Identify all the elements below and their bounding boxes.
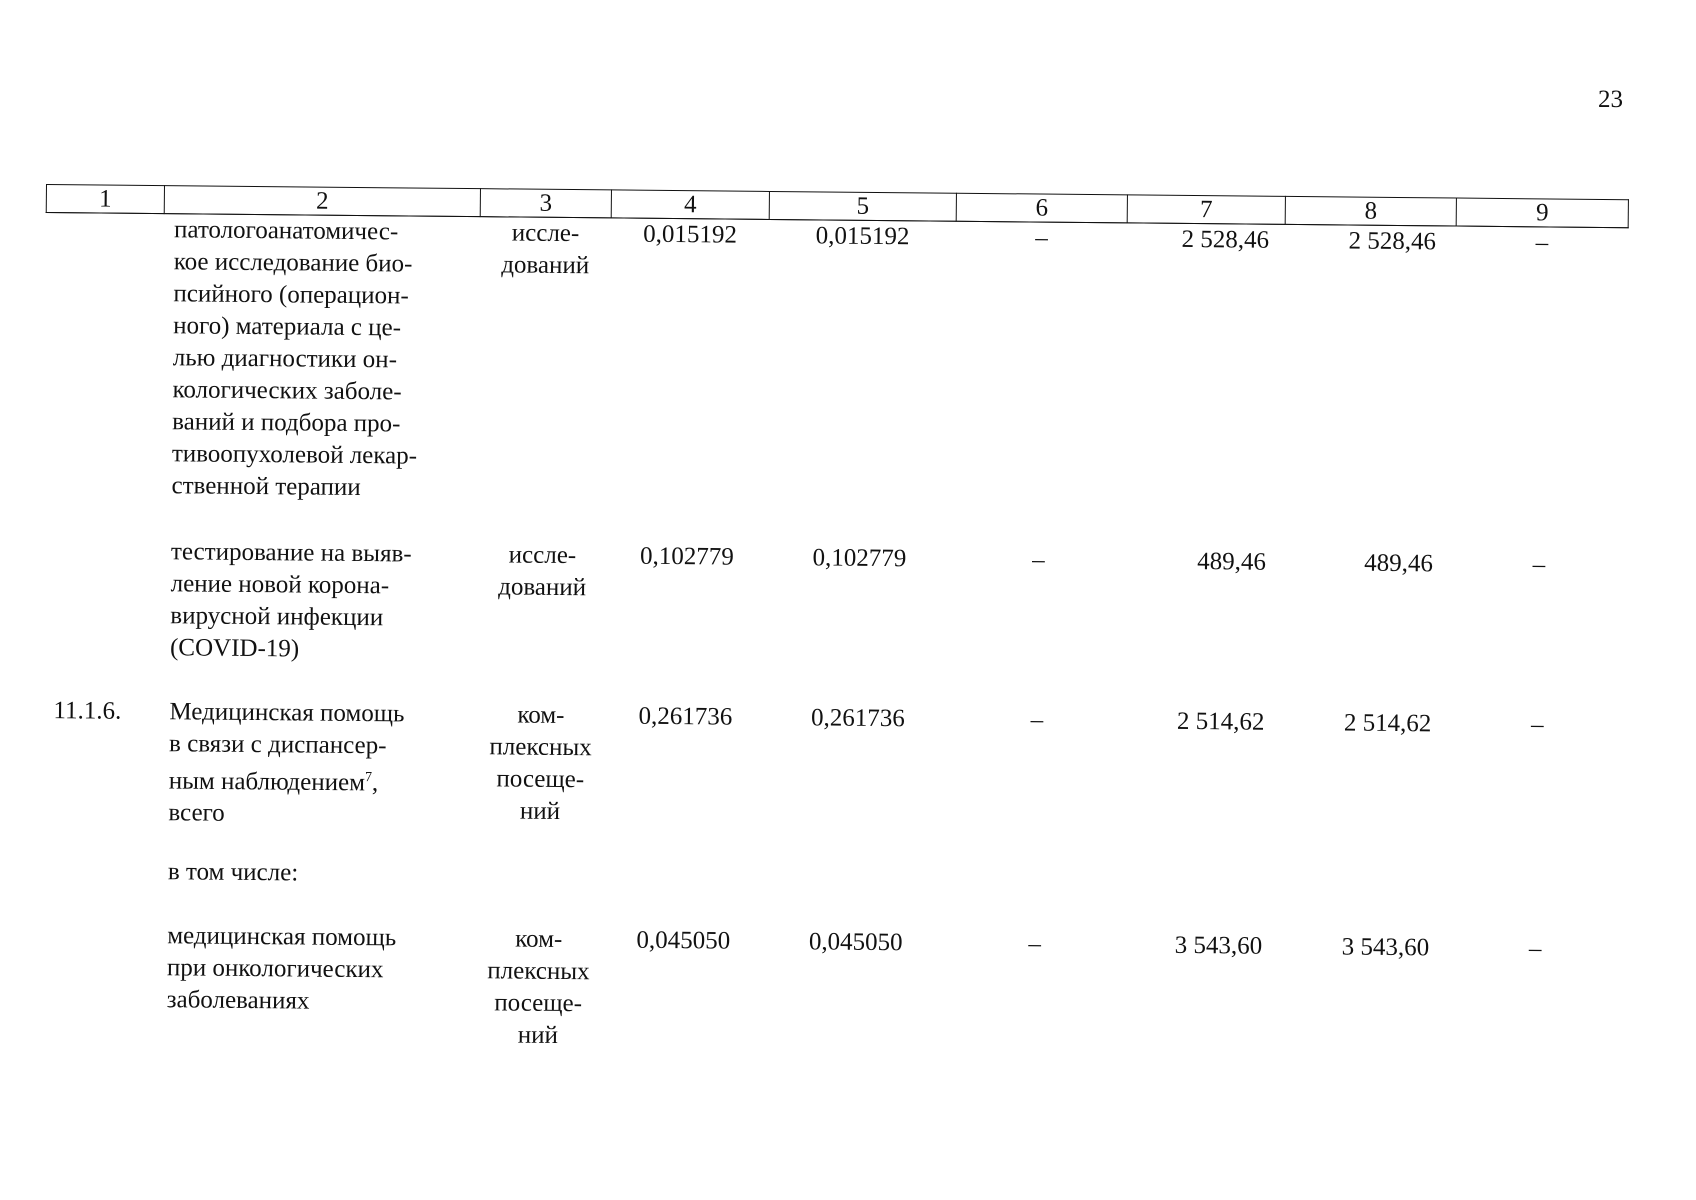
row-unit bbox=[474, 699, 607, 860]
cell-col-8: 2 528,46 bbox=[1348, 227, 1437, 256]
row-unit bbox=[473, 859, 605, 924]
cell-col-5: 0,261736 bbox=[810, 704, 905, 733]
header-cell-1: 1 bbox=[46, 185, 164, 214]
cell-col-7: 2 514,62 bbox=[1176, 707, 1265, 736]
footnote-marker: 7 bbox=[364, 770, 373, 786]
description-line: при онкологических bbox=[166, 954, 384, 984]
page-number: 23 bbox=[1598, 86, 1623, 113]
cell-col-9: – bbox=[1530, 711, 1544, 739]
table-row bbox=[40, 695, 1623, 870]
description-line: (COVID-19) bbox=[169, 634, 300, 663]
unit-line: ком- bbox=[515, 925, 563, 953]
cell-col-6: – bbox=[1030, 706, 1044, 734]
unit-line: ний bbox=[519, 797, 561, 825]
table-row bbox=[42, 535, 1625, 710]
unit-line: дований bbox=[498, 573, 587, 602]
description-line: в том числе: bbox=[167, 858, 299, 887]
row-unit bbox=[476, 539, 609, 700]
header-cell-9: 9 bbox=[1456, 198, 1628, 228]
header-cell-5: 5 bbox=[769, 191, 956, 221]
description-line: ного) материала с це- bbox=[173, 312, 402, 342]
cell-col-7: 489,46 bbox=[1197, 548, 1267, 576]
description-line: ление новой корона- bbox=[170, 570, 390, 600]
cell-col-7: 2 528,46 bbox=[1181, 225, 1270, 254]
cell-col-8 bbox=[1278, 867, 1450, 933]
row-unit bbox=[477, 217, 611, 541]
description-line: патологоанатомичес- bbox=[173, 216, 399, 246]
cell-col-4: 0,102779 bbox=[639, 542, 734, 571]
description-line: кое исследование био- bbox=[173, 248, 413, 278]
table-row bbox=[43, 213, 1628, 551]
cell-col-9: – bbox=[1532, 551, 1546, 579]
unit-line: плексных bbox=[489, 733, 592, 762]
unit-line: посеще- bbox=[494, 989, 583, 1018]
cell-col-9 bbox=[1449, 869, 1622, 935]
row-description bbox=[156, 920, 473, 1063]
description-line: ным наблюдением bbox=[168, 767, 366, 797]
unit-line: ком- bbox=[517, 701, 565, 730]
row-number: 11.1.6. bbox=[53, 697, 122, 725]
header-cell-3: 3 bbox=[480, 189, 611, 218]
unit-line: посеще- bbox=[496, 765, 585, 794]
row-description bbox=[160, 536, 478, 699]
cell-col-5: 0,015192 bbox=[815, 222, 910, 251]
unit-line: плексных bbox=[487, 957, 590, 986]
unit-line: иссле- bbox=[508, 541, 577, 570]
row-number bbox=[42, 535, 162, 696]
cell-col-9: – bbox=[1528, 935, 1542, 963]
cell-col-4: 0,015192 bbox=[643, 220, 738, 249]
cell-col-4: 0,261736 bbox=[638, 702, 733, 731]
table-row bbox=[38, 919, 1621, 1074]
description-line: лью диагностики он- bbox=[172, 344, 398, 374]
description-line: псийного (операцион- bbox=[173, 280, 409, 310]
header-cell-6: 6 bbox=[956, 193, 1127, 223]
description-line: кологических заболе- bbox=[172, 376, 402, 406]
data-table-container bbox=[38, 184, 1628, 1074]
header-cell-2: 2 bbox=[164, 186, 480, 217]
row-description bbox=[161, 214, 480, 540]
cell-col-8: 2 514,62 bbox=[1343, 709, 1432, 738]
cell-col-5: 0,045050 bbox=[808, 928, 903, 957]
cell-col-5 bbox=[762, 862, 950, 928]
cell-col-8: 489,46 bbox=[1364, 549, 1434, 578]
description-line: Медицинская помощь bbox=[169, 698, 405, 728]
description-line: в связи с диспансер- bbox=[169, 730, 387, 760]
unit-line: иссле- bbox=[511, 219, 580, 248]
row-description bbox=[157, 856, 474, 923]
cell-col-8: 3 543,60 bbox=[1341, 933, 1430, 962]
cell-col-6: – bbox=[1032, 546, 1045, 574]
row-number bbox=[39, 855, 158, 920]
row-description bbox=[158, 696, 476, 859]
header-cell-8: 8 bbox=[1285, 196, 1456, 226]
cell-col-6 bbox=[949, 864, 1121, 930]
description-line: всего bbox=[168, 799, 225, 828]
cell-col-6: – bbox=[1035, 224, 1048, 252]
description-line: ваний и подбора про- bbox=[172, 408, 401, 438]
cell-col-5: 0,102779 bbox=[812, 544, 907, 573]
description-line: тестирование на выяв- bbox=[170, 538, 412, 568]
cell-col-7 bbox=[1120, 865, 1279, 931]
data-table bbox=[38, 184, 1629, 1074]
cell-col-7: 3 543,60 bbox=[1174, 931, 1263, 960]
description-line-with-footnote: ным наблюдением$^7$, bbox=[168, 767, 379, 797]
description-line: вирусной инфекции bbox=[170, 602, 384, 632]
description-line: тивоопухолевой лекар- bbox=[171, 440, 418, 470]
unit-line: ний bbox=[517, 1021, 559, 1049]
header-cell-7: 7 bbox=[1127, 195, 1285, 225]
header-cell-4: 4 bbox=[611, 190, 769, 220]
unit-line: дований bbox=[501, 251, 590, 280]
cell-col-4: 0,045050 bbox=[636, 926, 731, 955]
row-number bbox=[43, 213, 164, 537]
description-line: ственной терапии bbox=[171, 472, 361, 502]
row-unit bbox=[472, 923, 604, 1064]
cell-col-4 bbox=[604, 860, 763, 926]
cell-col-9: – bbox=[1535, 229, 1549, 257]
row-number bbox=[38, 919, 157, 1060]
description-line: медицинская помощь bbox=[167, 922, 397, 952]
cell-col-6: – bbox=[1028, 930, 1042, 958]
description-line: заболеваниях bbox=[166, 986, 310, 1015]
